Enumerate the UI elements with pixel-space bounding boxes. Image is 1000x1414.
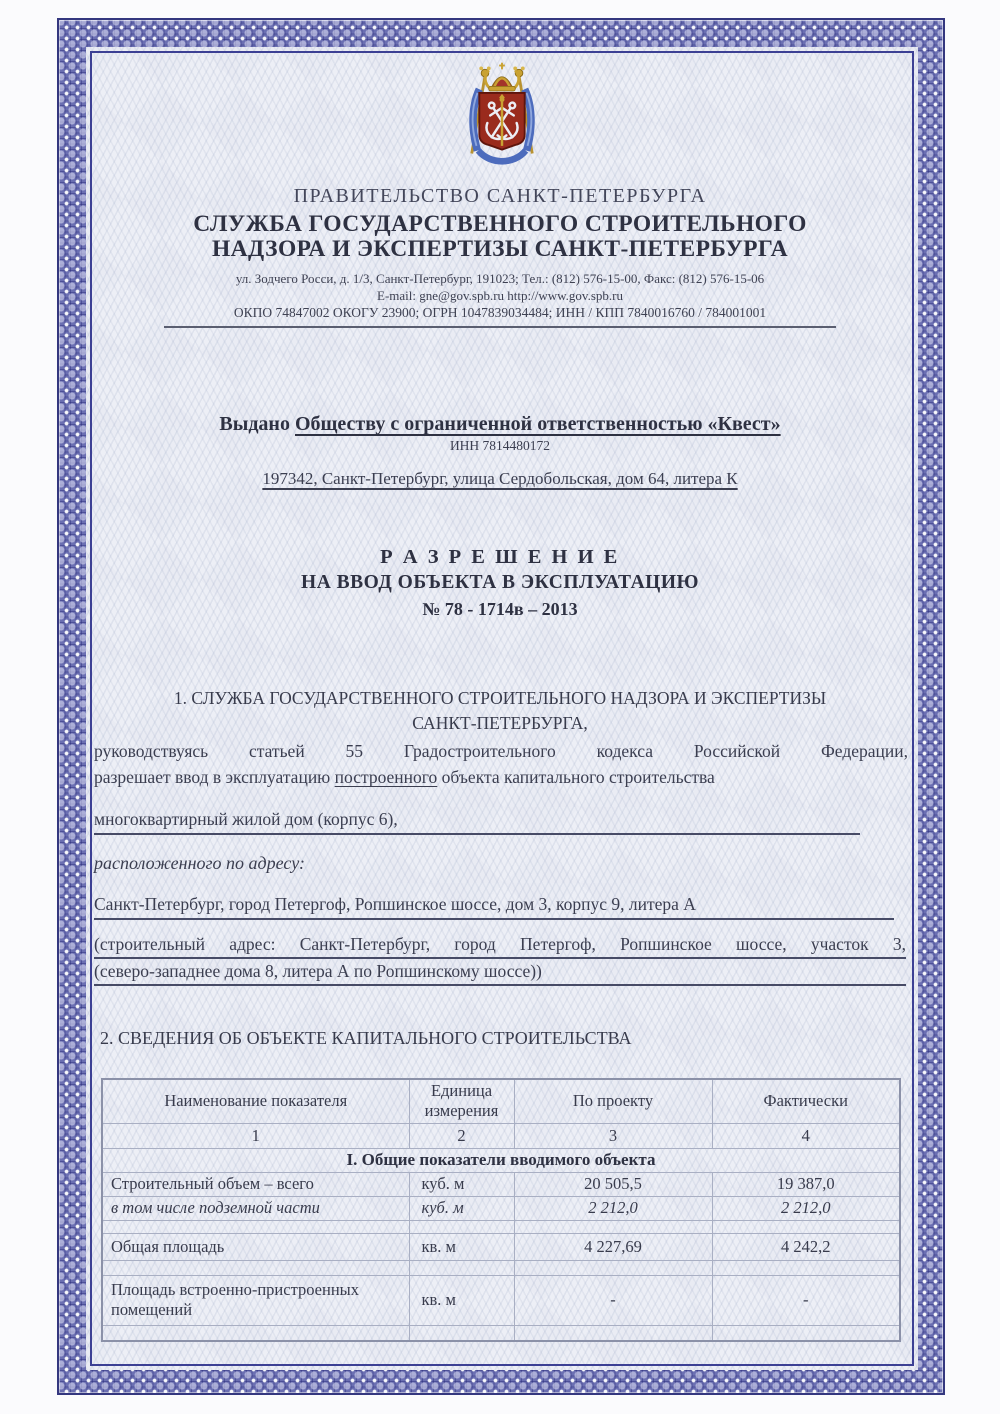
cell-project: 20 505,5 — [514, 1172, 712, 1196]
section1-para-line2 — [94, 764, 908, 790]
section1-heading-line1: 1. СЛУЖБА ГОСУДАРСТВЕННОГО СТРОИТЕЛЬНОГО НАДЗОРА И ЭКСПЕРТИЗЫ — [173, 688, 827, 708]
construction-address-line1: (строительный адрес: Санкт-Петербург, город Петергоф, Ропшинское шоссе, участок 3, — [94, 934, 906, 959]
table-header-cell: Фактически — [712, 1079, 900, 1123]
section2-heading: 2. СВЕДЕНИЯ ОБ ОБЪЕКТЕ КАПИТАЛЬНОГО СТРОИТЕЛЬСТВА — [100, 1028, 632, 1048]
object-name-field: многоквартирный жилой дом (корпус 6), — [94, 809, 860, 835]
permit-number: № 78 - 1714в – 2013 — [422, 599, 578, 619]
table-row — [102, 1172, 900, 1196]
column-number-cell: 4 — [712, 1123, 900, 1148]
column-number-cell: 1 — [102, 1123, 409, 1148]
object-info-table — [101, 1078, 901, 1342]
registration-codes-line: ОКПО 74847002 ОКОГУ 23900; ОГРН 1047839034484; ИНН / КПП 7840016760 / 784001001 — [233, 304, 767, 320]
group-header-cell: I. Общие показатели вводимого объекта — [102, 1148, 900, 1172]
column-number-cell: 2 — [409, 1123, 514, 1148]
cell-project: 2 212,0 — [514, 1196, 712, 1220]
section1-heading-line2: САНКТ-ПЕТЕРБУРГА, — [412, 712, 588, 733]
letterhead — [90, 185, 910, 328]
column-number-cell: 3 — [514, 1123, 712, 1148]
cell-indicator: Площадь встроенно-пристроенных помещений — [102, 1275, 409, 1325]
document-title-block — [90, 546, 910, 620]
table-row — [102, 1196, 900, 1220]
recipient-name: Обществу с ограниченной ответственностью «Квест» — [294, 413, 781, 435]
recipient-inn: ИНН 7814480172 — [449, 438, 551, 453]
object-address-field: Санкт-Петербург, город Петергоф, Ропшинское шоссе, дом 3, корпус 9, литера А — [94, 894, 894, 920]
section1-paragraph — [94, 738, 908, 791]
imperial-crown — [485, 63, 519, 91]
spacer-row — [102, 1220, 900, 1233]
cell-unit: куб. м — [409, 1172, 514, 1196]
issued-line — [90, 413, 910, 436]
cell-project: 4 227,69 — [514, 1233, 712, 1260]
cell-project: - — [514, 1275, 712, 1325]
address-phone-line: ул. Зодчего Росси, д. 1/3, Санкт-Петербург, 191023; Тел.: (812) 576-15-00, Факс: (812) 576-15-06 — [235, 271, 765, 287]
email-web-line: E-mail: gne@gov.spb.ru http://www.gov.spb.ru — [377, 287, 623, 303]
title-word: Р А З Р Е Ш Е Н И Е — [380, 546, 620, 568]
spacer-row — [102, 1325, 900, 1341]
cell-unit: кв. м — [409, 1233, 514, 1260]
cell-actual: 4 242,2 — [712, 1233, 900, 1260]
cell-actual: 2 212,0 — [712, 1196, 900, 1220]
section1-heading — [90, 686, 910, 735]
para-line2-suffix: объекта капитального строительства — [441, 767, 715, 788]
issued-label: Выдано — [219, 413, 290, 435]
service-name-line1: СЛУЖБА ГОСУДАРСТВЕННОГО СТРОИТЕЛЬНОГО — [193, 211, 807, 237]
spacer-row — [102, 1260, 900, 1275]
table-header-cell: По проекту — [514, 1079, 712, 1123]
table-header-row — [102, 1079, 900, 1123]
table-row — [102, 1275, 900, 1325]
column-numbers-row — [102, 1123, 900, 1148]
construction-address-line2: (северо-западнее дома 8, литера А по Ропшинскому шоссе)) — [94, 961, 906, 986]
cell-actual: 19 387,0 — [712, 1172, 900, 1196]
letterhead-rule — [164, 326, 836, 328]
cell-indicator: Общая площадь — [102, 1233, 409, 1260]
recipient-address: 197342, Санкт-Петербург, улица Сердобольская, дом 64, литера К — [262, 469, 738, 488]
cell-unit: кв. м — [409, 1275, 514, 1325]
cell-actual: - — [712, 1275, 900, 1325]
title-subtitle: НА ВВОД ОБЪЕКТА В ЭКСПЛУАТАЦИЮ — [301, 572, 699, 593]
located-at-label: расположенного по адресу: — [94, 853, 306, 873]
table-header-cell: Единица измерения — [409, 1079, 514, 1123]
section1-para-line1: руководствуясь статьей 55 Градостроительного кодекса Российской Федерации, — [94, 741, 908, 761]
para-line2-prefix: разрешает ввод в эксплуатацию — [94, 767, 331, 788]
para-line2-underlined-word: построенного — [334, 767, 438, 788]
government-line: ПРАВИТЕЛЬСТВО САНКТ-ПЕТЕРБУРГА — [293, 185, 707, 207]
group-header-row — [102, 1148, 900, 1172]
issued-to-block — [90, 413, 910, 489]
service-name-line2: НАДЗОРА И ЭКСПЕРТИЗЫ САНКТ-ПЕТЕРБУРГА — [211, 235, 789, 262]
cell-indicator: в том числе подземной части — [102, 1196, 409, 1220]
spb-coat-of-arms — [450, 56, 554, 180]
cell-unit: куб. м — [409, 1196, 514, 1220]
cell-indicator: Строительный объем – всего — [102, 1172, 409, 1196]
table-header-cell: Наименование показателя — [102, 1079, 409, 1123]
table-row — [102, 1233, 900, 1260]
